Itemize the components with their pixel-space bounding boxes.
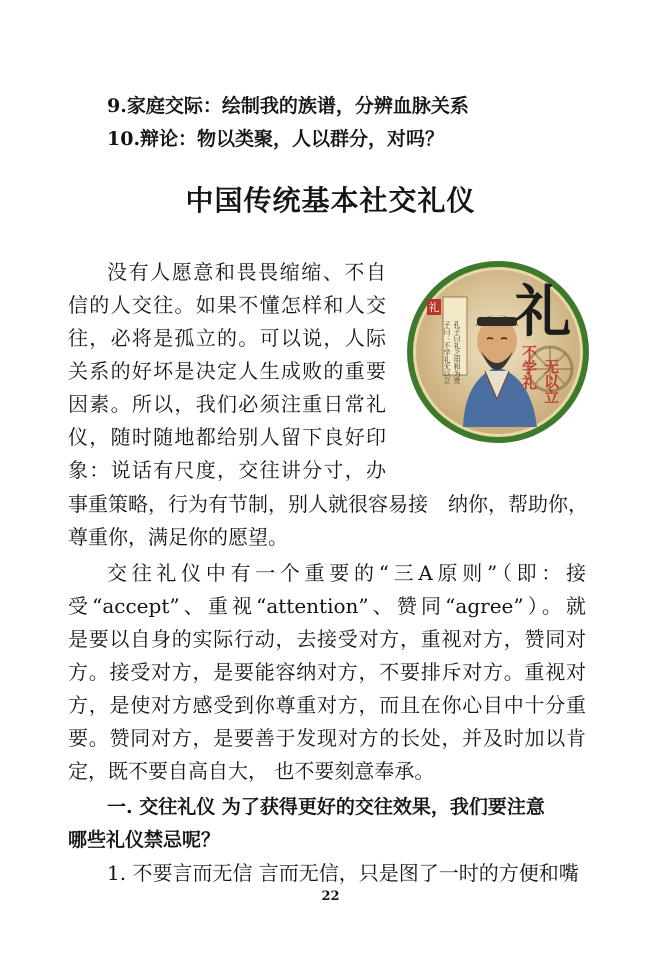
intro-line: 关系的好坏是决定人生成败的重要 <box>68 359 386 383</box>
inscription-text: 子曰：不学礼无以立 <box>443 321 451 384</box>
intro-line: 事重策略，行为有节制，别人就很容易接 纳你，帮助你， <box>68 492 588 516</box>
intro-line: 尊重你，满足你的愿望。 <box>68 525 288 549</box>
three-a-line: 交往礼仪中有一个重要的“三A原则”（即：接 <box>107 561 586 585</box>
section-heading: 哪些礼仪禁忌呢？ <box>68 829 221 851</box>
intro-line: 信的人交往。如果不懂怎样和人交 <box>68 293 386 317</box>
section-heading: 一. 交往礼仪 为了获得更好的交往效果，我们要注意 <box>107 796 545 818</box>
list-item-10: 10.辩论：物以类聚，人以群分，对吗？ <box>107 128 445 150</box>
intro-line: 象：说话有尺度，交往讲分寸，办 <box>68 458 386 482</box>
list-item-9: 9.家庭交际：绘制我的族谱，分辨血脉关系 <box>107 95 469 117</box>
page-title: 中国传统基本社交礼仪 <box>185 184 476 217</box>
red-phrase: 不学礼 <box>520 345 538 390</box>
intro-line: 没有人愿意和畏畏缩缩、不自 <box>107 260 386 284</box>
three-a-line: 受“accept”、重视“attention”、赞同“agree”）。就 <box>68 594 586 618</box>
three-a-line: 方。接受对方，是要能容纳对方，不要排斥对方。重视对 <box>68 660 586 684</box>
hat-shape <box>477 317 517 326</box>
page-number: 22 <box>321 889 340 904</box>
stamp-char: 礼 <box>428 301 440 314</box>
item-1-line: 1. 不要言而无信 言而无信，只是图了一时的方便和嘴 <box>107 861 579 885</box>
inscription-text: 孔子曰礼之用和为贵 <box>453 321 461 384</box>
three-a-line: 方，是使对方感受到你尊重对方，而且在你心目中十分重 <box>68 693 586 717</box>
big-calligraphy-char: 礼 <box>515 279 571 345</box>
intro-line: 往，必将是孤立的。可以说，人际 <box>68 326 386 350</box>
confucius-illustration <box>405 259 591 445</box>
three-a-line: 是要以自身的实际行动，去接受对方，重视对方，赞同对 <box>68 627 586 651</box>
three-a-line: 定，既不要自高自大， 也不要刻意奉承。 <box>68 759 435 783</box>
three-a-line: 要。赞同对方，是要善于发现对方的长处，并及时加以肯 <box>68 726 586 750</box>
intro-line: 因素。所以，我们必须注重日常礼 <box>68 392 386 416</box>
intro-line: 仪，随时随地都给别人留下良好印 <box>68 425 386 449</box>
red-phrase: 无以立 <box>542 359 560 404</box>
confucius-seal-graphic <box>405 259 591 445</box>
